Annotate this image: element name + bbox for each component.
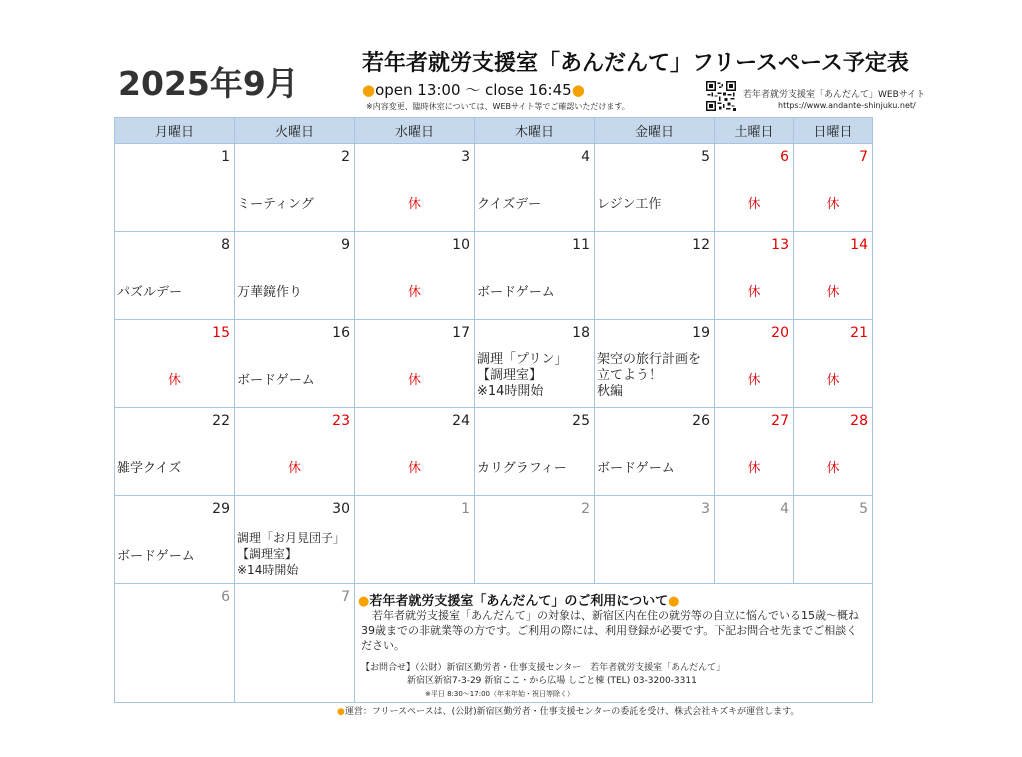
event-label: ボードゲーム [117, 549, 195, 564]
day-cell [355, 408, 475, 496]
day-number: 3 [461, 149, 470, 165]
day-cell [355, 144, 475, 232]
month-title: 2025年9月 [118, 64, 299, 103]
day-number: 1 [461, 501, 470, 517]
day-cell [355, 320, 475, 408]
event-label: ミーティング [237, 197, 314, 212]
day-cell [475, 320, 595, 408]
event-line: 調理「お月見団子」 [237, 531, 346, 545]
event-label [477, 352, 567, 400]
week-row [115, 320, 873, 408]
day-cell [715, 496, 794, 584]
day-number: 14 [850, 237, 868, 253]
day-number: 6 [780, 149, 789, 165]
day-number: 13 [771, 237, 789, 253]
day-number: 10 [452, 237, 470, 253]
event-line: 立てよう！ [597, 368, 663, 383]
usage-info-title-text: 若年者就労支援室「あんだんて」のご利用について [369, 594, 669, 609]
day-number: 16 [332, 325, 350, 341]
day-number: 3 [701, 501, 710, 517]
day-number: 26 [692, 413, 710, 429]
closed-label: 休 [407, 197, 421, 212]
contact-block [361, 662, 725, 701]
usage-info [355, 584, 873, 703]
day-number: 29 [212, 501, 230, 517]
day-cell [115, 408, 235, 496]
office-hours-line: ※平日 8:30～17:00（年末年始・祝日等除く） [425, 690, 574, 698]
day-cell [475, 232, 595, 320]
day-number: 15 [212, 325, 230, 341]
event-line: 【調理室】 [237, 547, 298, 561]
day-cell [715, 408, 794, 496]
event-label: レジン工作 [597, 197, 662, 212]
orange-dot-icon: ● [358, 594, 370, 609]
day-number: 2 [341, 149, 350, 165]
day-number: 2 [581, 501, 590, 517]
day-number: 12 [692, 237, 710, 253]
orange-dot-icon: ● [337, 707, 345, 717]
day-number: 23 [332, 413, 350, 429]
day-cell [475, 144, 595, 232]
day-cell [355, 232, 475, 320]
weekday-header-row [115, 118, 873, 144]
day-cell [715, 232, 794, 320]
day-number: 9 [341, 237, 350, 253]
weekday-header: 火曜日 [235, 118, 355, 144]
event-label: 雑学クイズ [117, 461, 182, 476]
day-number: 27 [771, 413, 789, 429]
event-line: 架空の旅行計画を [597, 352, 702, 367]
day-cell [794, 408, 873, 496]
event-line: ※14時開始 [477, 384, 544, 399]
day-number: 5 [701, 149, 710, 165]
day-number: 7 [341, 589, 350, 605]
weekday-header: 月曜日 [115, 118, 235, 144]
closed-label: 休 [826, 197, 840, 212]
address-line: 新宿区新宿7-3-29 新宿ここ・から広場 しごと棟 (TEL) 03-3200-3311 [407, 676, 697, 686]
closed-label: 休 [747, 285, 761, 300]
week-row [115, 232, 873, 320]
closed-label: 休 [747, 461, 761, 476]
day-cell [715, 320, 794, 408]
weekday-header: 金曜日 [595, 118, 715, 144]
orange-dot-icon: ● [668, 594, 680, 609]
event-label: ボードゲーム [477, 285, 555, 300]
day-cell [794, 496, 873, 584]
event-label: パズルデー [117, 285, 183, 300]
day-cell [715, 144, 794, 232]
change-notice: ※内容変更、臨時休室については、WEBサイト等でご確認いただけます。 [366, 102, 630, 111]
event-label: ボードゲーム [597, 461, 675, 476]
day-cell [595, 496, 715, 584]
footer-text: 運営：フリースペースは、(公財)新宿区勤労者・仕事支援センターの委託を受け、株式会社キズキが運営します。 [344, 707, 800, 717]
orange-dot-icon: ● [571, 81, 585, 99]
day-cell [115, 144, 235, 232]
event-line: 【調理室】 [477, 368, 543, 383]
event-line: 調理「プリン」 [477, 352, 568, 367]
day-number: 5 [859, 501, 868, 517]
day-cell [595, 408, 715, 496]
closed-label: 休 [747, 373, 761, 388]
footer-note [337, 704, 799, 717]
day-number: 1 [221, 149, 230, 165]
day-cell [235, 144, 355, 232]
day-cell [235, 232, 355, 320]
day-cell [355, 496, 475, 584]
day-number: 19 [692, 325, 710, 341]
contact-line: 【お問合せ】（公財）新宿区勤労者・仕事支援センター 若年者就労支援室「あんだんて」 [361, 663, 726, 673]
day-number: 6 [221, 589, 230, 605]
day-number: 20 [771, 325, 789, 341]
website-url[interactable]: https://www.andante-shinjuku.net/ [778, 101, 916, 110]
week-row [115, 584, 873, 703]
event-line: ※14時開始 [237, 563, 299, 577]
event-label: クイズデー [477, 197, 541, 212]
day-cell [595, 144, 715, 232]
day-number: 7 [859, 149, 868, 165]
closed-label: 休 [407, 285, 421, 300]
orange-dot-icon: ● [362, 81, 376, 99]
week-row [115, 408, 873, 496]
day-number: 18 [572, 325, 590, 341]
closed-label: 休 [167, 373, 181, 388]
closed-label: 休 [407, 461, 421, 476]
day-cell [235, 496, 355, 584]
event-label: 万華鏡作り [237, 285, 303, 300]
website-label: 若年者就労支援室「あんだんて」WEBサイト [743, 90, 926, 100]
day-number: 30 [332, 501, 350, 517]
closed-label: 休 [826, 285, 840, 300]
event-label: カリグラフィー [477, 461, 567, 476]
day-cell [115, 584, 235, 703]
day-cell [115, 320, 235, 408]
day-number: 25 [572, 413, 590, 429]
day-cell [794, 144, 873, 232]
weekday-header: 土曜日 [715, 118, 794, 144]
day-number: 4 [780, 501, 789, 517]
event-label [597, 352, 701, 400]
event-label: ボードゲーム [237, 373, 315, 388]
day-number: 8 [221, 237, 230, 253]
usage-info-title [358, 590, 679, 609]
day-number: 21 [850, 325, 868, 341]
closed-label: 休 [826, 461, 840, 476]
opening-hours [362, 79, 585, 100]
day-number: 28 [850, 413, 868, 429]
day-cell [595, 320, 715, 408]
closed-label: 休 [747, 197, 761, 212]
usage-info-body: 若年者就労支援室「あんだんて」の対象は、新宿区内在住の就労等の自立に悩んでいる15歳～概ね39歳までの非就業等の方です。ご利用の際には、利用登録が必要です。下記お問合せ先までご相談ください。 [361, 609, 859, 652]
day-cell [235, 408, 355, 496]
event-line: 秋編 [597, 384, 624, 399]
qr-code-icon[interactable] [706, 81, 736, 111]
day-cell [595, 232, 715, 320]
day-number: 24 [452, 413, 470, 429]
page-title: 若年者就労支援室「あんだんて」フリースペース予定表 [362, 51, 909, 76]
day-cell [115, 232, 235, 320]
closed-label: 休 [407, 373, 421, 388]
calendar-table [114, 117, 873, 703]
day-number: 11 [572, 237, 590, 253]
day-cell [235, 584, 355, 703]
weekday-header: 木曜日 [475, 118, 595, 144]
day-cell [794, 320, 873, 408]
closed-label: 休 [826, 373, 840, 388]
day-number: 22 [212, 413, 230, 429]
day-number: 4 [581, 149, 590, 165]
event-label [237, 530, 345, 578]
opening-hours-text: open 13:00 ～ close 16:45 [375, 81, 572, 99]
day-cell [115, 496, 235, 584]
day-cell [235, 320, 355, 408]
week-row [115, 144, 873, 232]
weekday-header: 水曜日 [355, 118, 475, 144]
day-cell [475, 408, 595, 496]
weekday-header: 日曜日 [794, 118, 873, 144]
day-cell [794, 232, 873, 320]
week-row [115, 496, 873, 584]
day-cell [475, 496, 595, 584]
closed-label: 休 [287, 461, 301, 476]
day-number: 17 [452, 325, 470, 341]
